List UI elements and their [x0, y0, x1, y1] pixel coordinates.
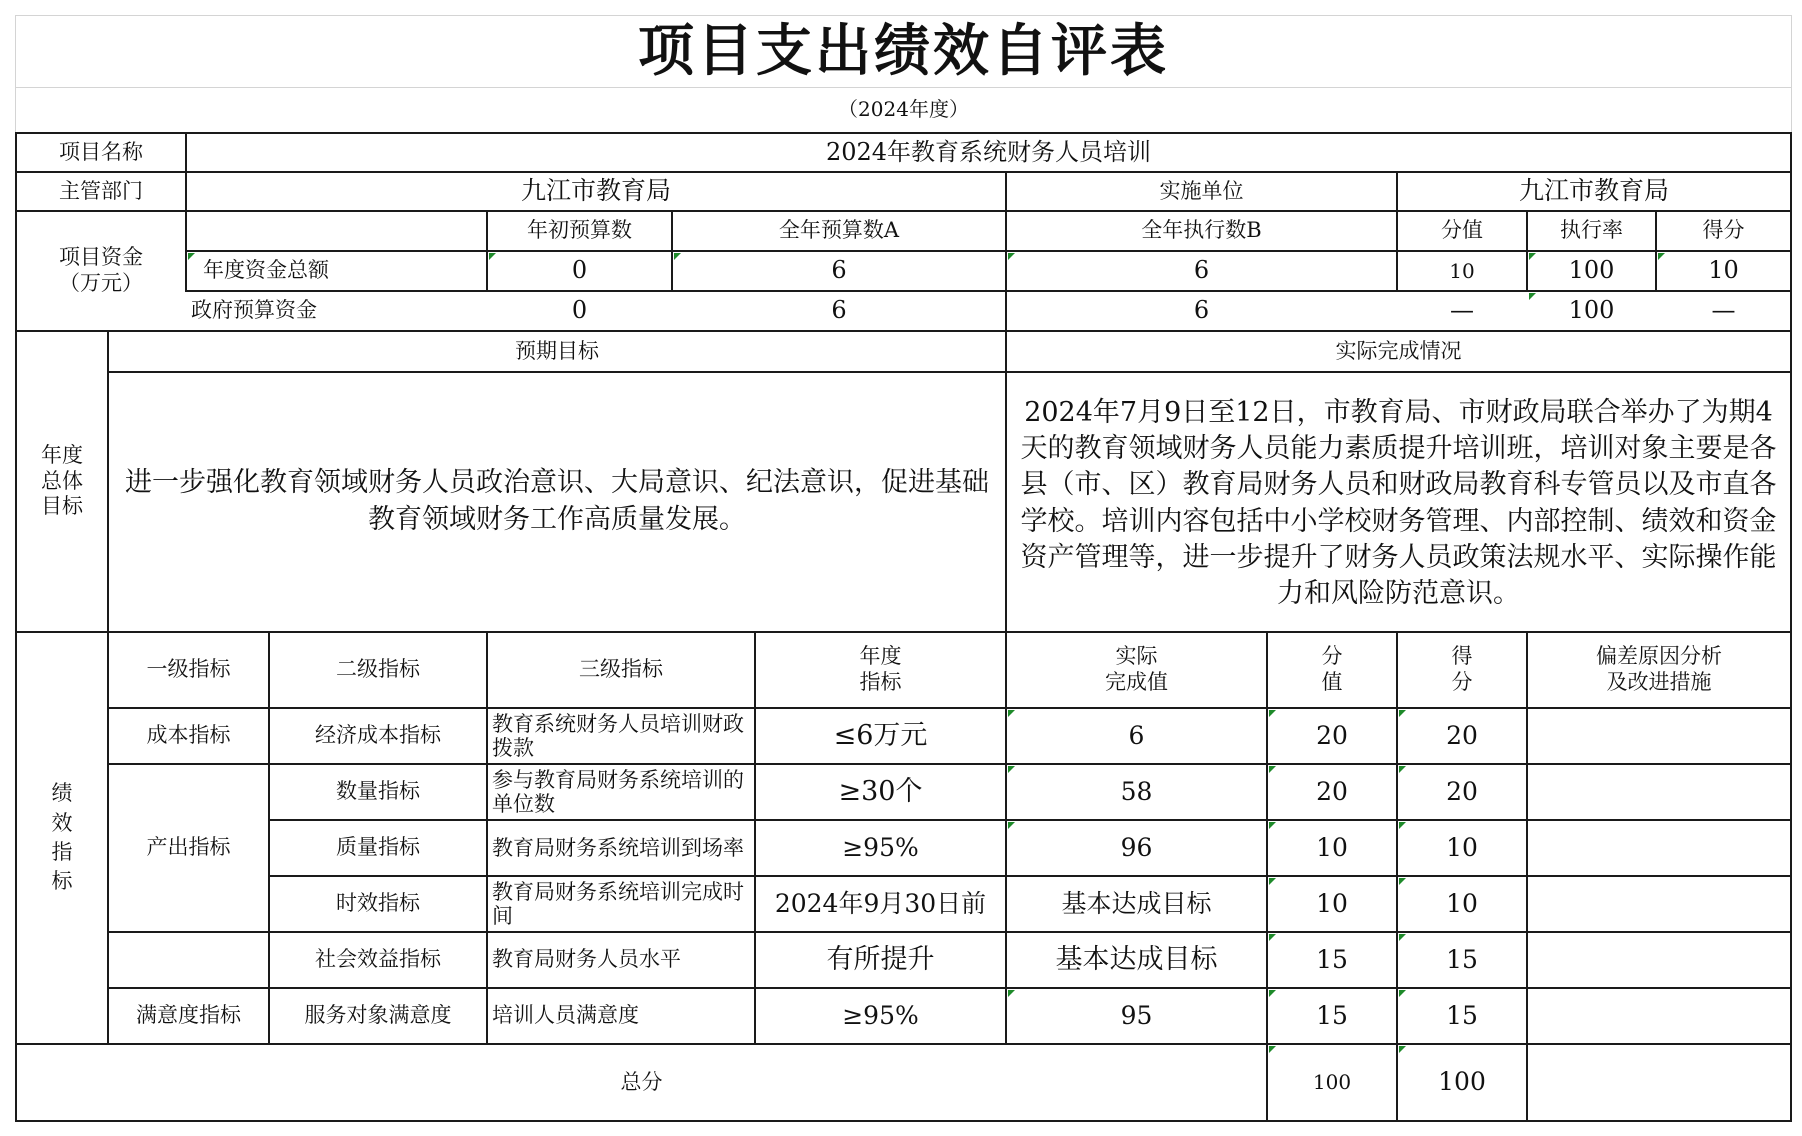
actual-completion-text: 2024年7月9日至12日，市教育局、市财政局联合举办了为期4天的教育领域财务人员能力素质提升培训班，培训对象主要是各县（市、区）教育局财务人员和财政局教育科专管员以及市直各学校。培训内容包括中小学校财务管理、内部控制、绩效和资金资产管理等，进一步提升了财务人员政策法规水平、实际操作能力和风险防范意识。	[1020, 397, 1777, 609]
row-score-obtained: 20	[1398, 765, 1526, 819]
level1-output-indicator: 产出指标	[146, 835, 231, 860]
implementing-unit-label: 实施单位	[1159, 178, 1244, 203]
funds-header-score: 得分	[1702, 218, 1745, 243]
funds-row-gov-label: 政府预算资金	[191, 298, 317, 323]
table-border	[1790, 132, 1792, 1122]
funds-header-execution-rate: 执行率	[1560, 218, 1623, 243]
implementing-unit-value: 九江市教育局	[1518, 176, 1669, 206]
row-actual: 95	[1007, 989, 1266, 1043]
header-deviation-analysis-line1: 偏差原因分析	[1596, 644, 1722, 669]
performance-indicators-label-char: 效	[51, 810, 73, 835]
row-score: 15	[1268, 933, 1396, 987]
header-score-value-line1: 分	[1321, 644, 1343, 669]
row-target: ≥95%	[842, 1000, 919, 1030]
project-funds-label	[17, 212, 185, 330]
row-actual: 58	[1007, 765, 1266, 819]
project-name-value: 2024年教育系统财务人员培训	[825, 137, 1152, 166]
header-annual-target	[756, 633, 1005, 707]
project-funds-label-line1: 项目资金	[59, 245, 143, 270]
row-level2: 质量指标	[336, 835, 420, 860]
supervisor-dept-label: 主管部门	[59, 178, 143, 203]
header-score-value-line2: 值	[1321, 670, 1343, 694]
annual-goals-label-line3: 目标	[41, 494, 83, 519]
funds-header-annual-execution: 全年执行数B	[1141, 218, 1262, 243]
row-score-obtained: 10	[1398, 821, 1526, 875]
funds-row-gov-annual: 6	[831, 296, 847, 325]
funds-row-gov-execution: 6	[1193, 296, 1210, 325]
sheet-title: 项目支出绩效自评表	[638, 18, 1169, 85]
row-score: 20	[1268, 709, 1396, 763]
row-level3: 培训人员满意度	[492, 1003, 639, 1028]
funds-row-total-execution: 6	[1007, 252, 1396, 290]
row-target: 2024年9月30日前	[774, 888, 987, 918]
row-level2: 社会效益指标	[315, 947, 441, 972]
header-actual-value	[1007, 633, 1266, 707]
expected-goal-header: 预期目标	[515, 338, 599, 363]
row-score-obtained: 20	[1398, 709, 1526, 763]
funds-row-gov-rate: 100	[1528, 292, 1655, 330]
funds-row-total-label: 年度资金总额	[187, 252, 486, 290]
header-level2-indicator: 二级指标	[336, 657, 420, 682]
project-funds-label-line2: （万元）	[59, 271, 143, 295]
project-name-label: 项目名称	[59, 139, 143, 164]
row-actual: 基本达成目标	[1055, 943, 1218, 975]
annual-goals-label	[17, 332, 107, 631]
row-score: 10	[1268, 877, 1396, 931]
row-score: 15	[1268, 989, 1396, 1043]
row-level3: 教育局财务系统培训到场率	[492, 835, 744, 860]
header-score-obtained-line2: 分	[1451, 670, 1473, 694]
row-target: ≥30个	[838, 775, 923, 807]
supervisor-dept-value: 九江市教育局	[520, 176, 671, 206]
row-level3: 教育局财务系统培训完成时间	[492, 879, 744, 928]
funds-row-total-annual: 6	[673, 252, 1005, 290]
funds-row-gov-score-value: —	[1450, 296, 1474, 325]
annual-goals-label-line2: 总体	[41, 468, 83, 493]
performance-indicators-label-char: 指	[51, 840, 73, 864]
row-level3: 参与教育局财务系统培训的单位数	[492, 767, 744, 816]
row-level3: 教育局财务人员水平	[492, 947, 681, 972]
row-target: ≥95%	[842, 832, 919, 862]
row-actual: 96	[1007, 821, 1266, 875]
header-annual-target-line2: 指标	[859, 670, 902, 694]
grid-line	[1791, 15, 1792, 132]
total-score-obtained: 100	[1398, 1045, 1526, 1120]
funds-header-annual-budget: 全年预算数A	[778, 218, 900, 243]
funds-row-gov-initial: 0	[571, 296, 588, 325]
row-score: 20	[1268, 765, 1396, 819]
row-target: ≤6万元	[833, 719, 928, 751]
row-actual: 6	[1007, 709, 1266, 763]
actual-completion-header: 实际完成情况	[1335, 338, 1462, 363]
row-score-obtained: 15	[1398, 989, 1526, 1043]
header-level1-indicator: 一级指标	[146, 657, 231, 682]
row-level2: 数量指标	[336, 779, 420, 804]
row-level2: 经济成本指标	[315, 723, 441, 748]
performance-indicators-label	[17, 633, 107, 1043]
performance-indicators-label-char: 绩	[51, 781, 73, 806]
header-actual-value-line1: 实际	[1115, 644, 1158, 669]
funds-row-total-rate: 100	[1528, 252, 1655, 290]
performance-indicators-label-char: 标	[51, 869, 73, 894]
funds-header-score-value: 分值	[1441, 218, 1483, 243]
sheet-subtitle: （2024年度）	[838, 97, 969, 122]
header-annual-target-line1: 年度	[859, 644, 902, 669]
row-actual: 基本达成目标	[1061, 888, 1212, 918]
row-level2: 时效指标	[336, 891, 420, 916]
funds-row-total-score: 10	[1657, 252, 1790, 290]
row-score-obtained: 10	[1398, 877, 1526, 931]
annual-goals-label-line1: 年度	[41, 443, 83, 468]
funds-row-total-score-value: 10	[1449, 258, 1475, 283]
total-score-label: 总分	[620, 1069, 663, 1094]
header-score-value	[1268, 633, 1396, 707]
level1-satisfaction-indicator: 满意度指标	[136, 1003, 241, 1028]
funds-row-gov-score: —	[1711, 296, 1736, 325]
header-deviation-analysis-line2: 及改进措施	[1606, 670, 1712, 694]
row-score-obtained: 15	[1398, 933, 1526, 987]
row-level3: 教育系统财务人员培训财政拨款	[492, 711, 744, 760]
expected-goal-text: 进一步强化教育领域财务人员政治意识、大局意识、纪法意识，促进基础教育领域财务工作高质量发展。	[125, 467, 989, 535]
funds-row-total-initial: 0	[488, 252, 671, 290]
funds-header-initial-budget: 年初预算数	[527, 218, 632, 243]
header-score-obtained-line1: 得	[1451, 644, 1473, 669]
header-deviation-analysis	[1528, 633, 1790, 707]
row-score: 10	[1268, 821, 1396, 875]
total-score-value: 100	[1268, 1045, 1396, 1120]
header-level3-indicator: 三级指标	[579, 657, 663, 682]
row-level2: 服务对象满意度	[304, 1003, 452, 1028]
row-target: 有所提升	[826, 943, 935, 975]
level1-cost-indicator: 成本指标	[146, 723, 231, 748]
header-score-obtained	[1398, 633, 1526, 707]
header-actual-value-line2: 完成值	[1105, 670, 1168, 694]
